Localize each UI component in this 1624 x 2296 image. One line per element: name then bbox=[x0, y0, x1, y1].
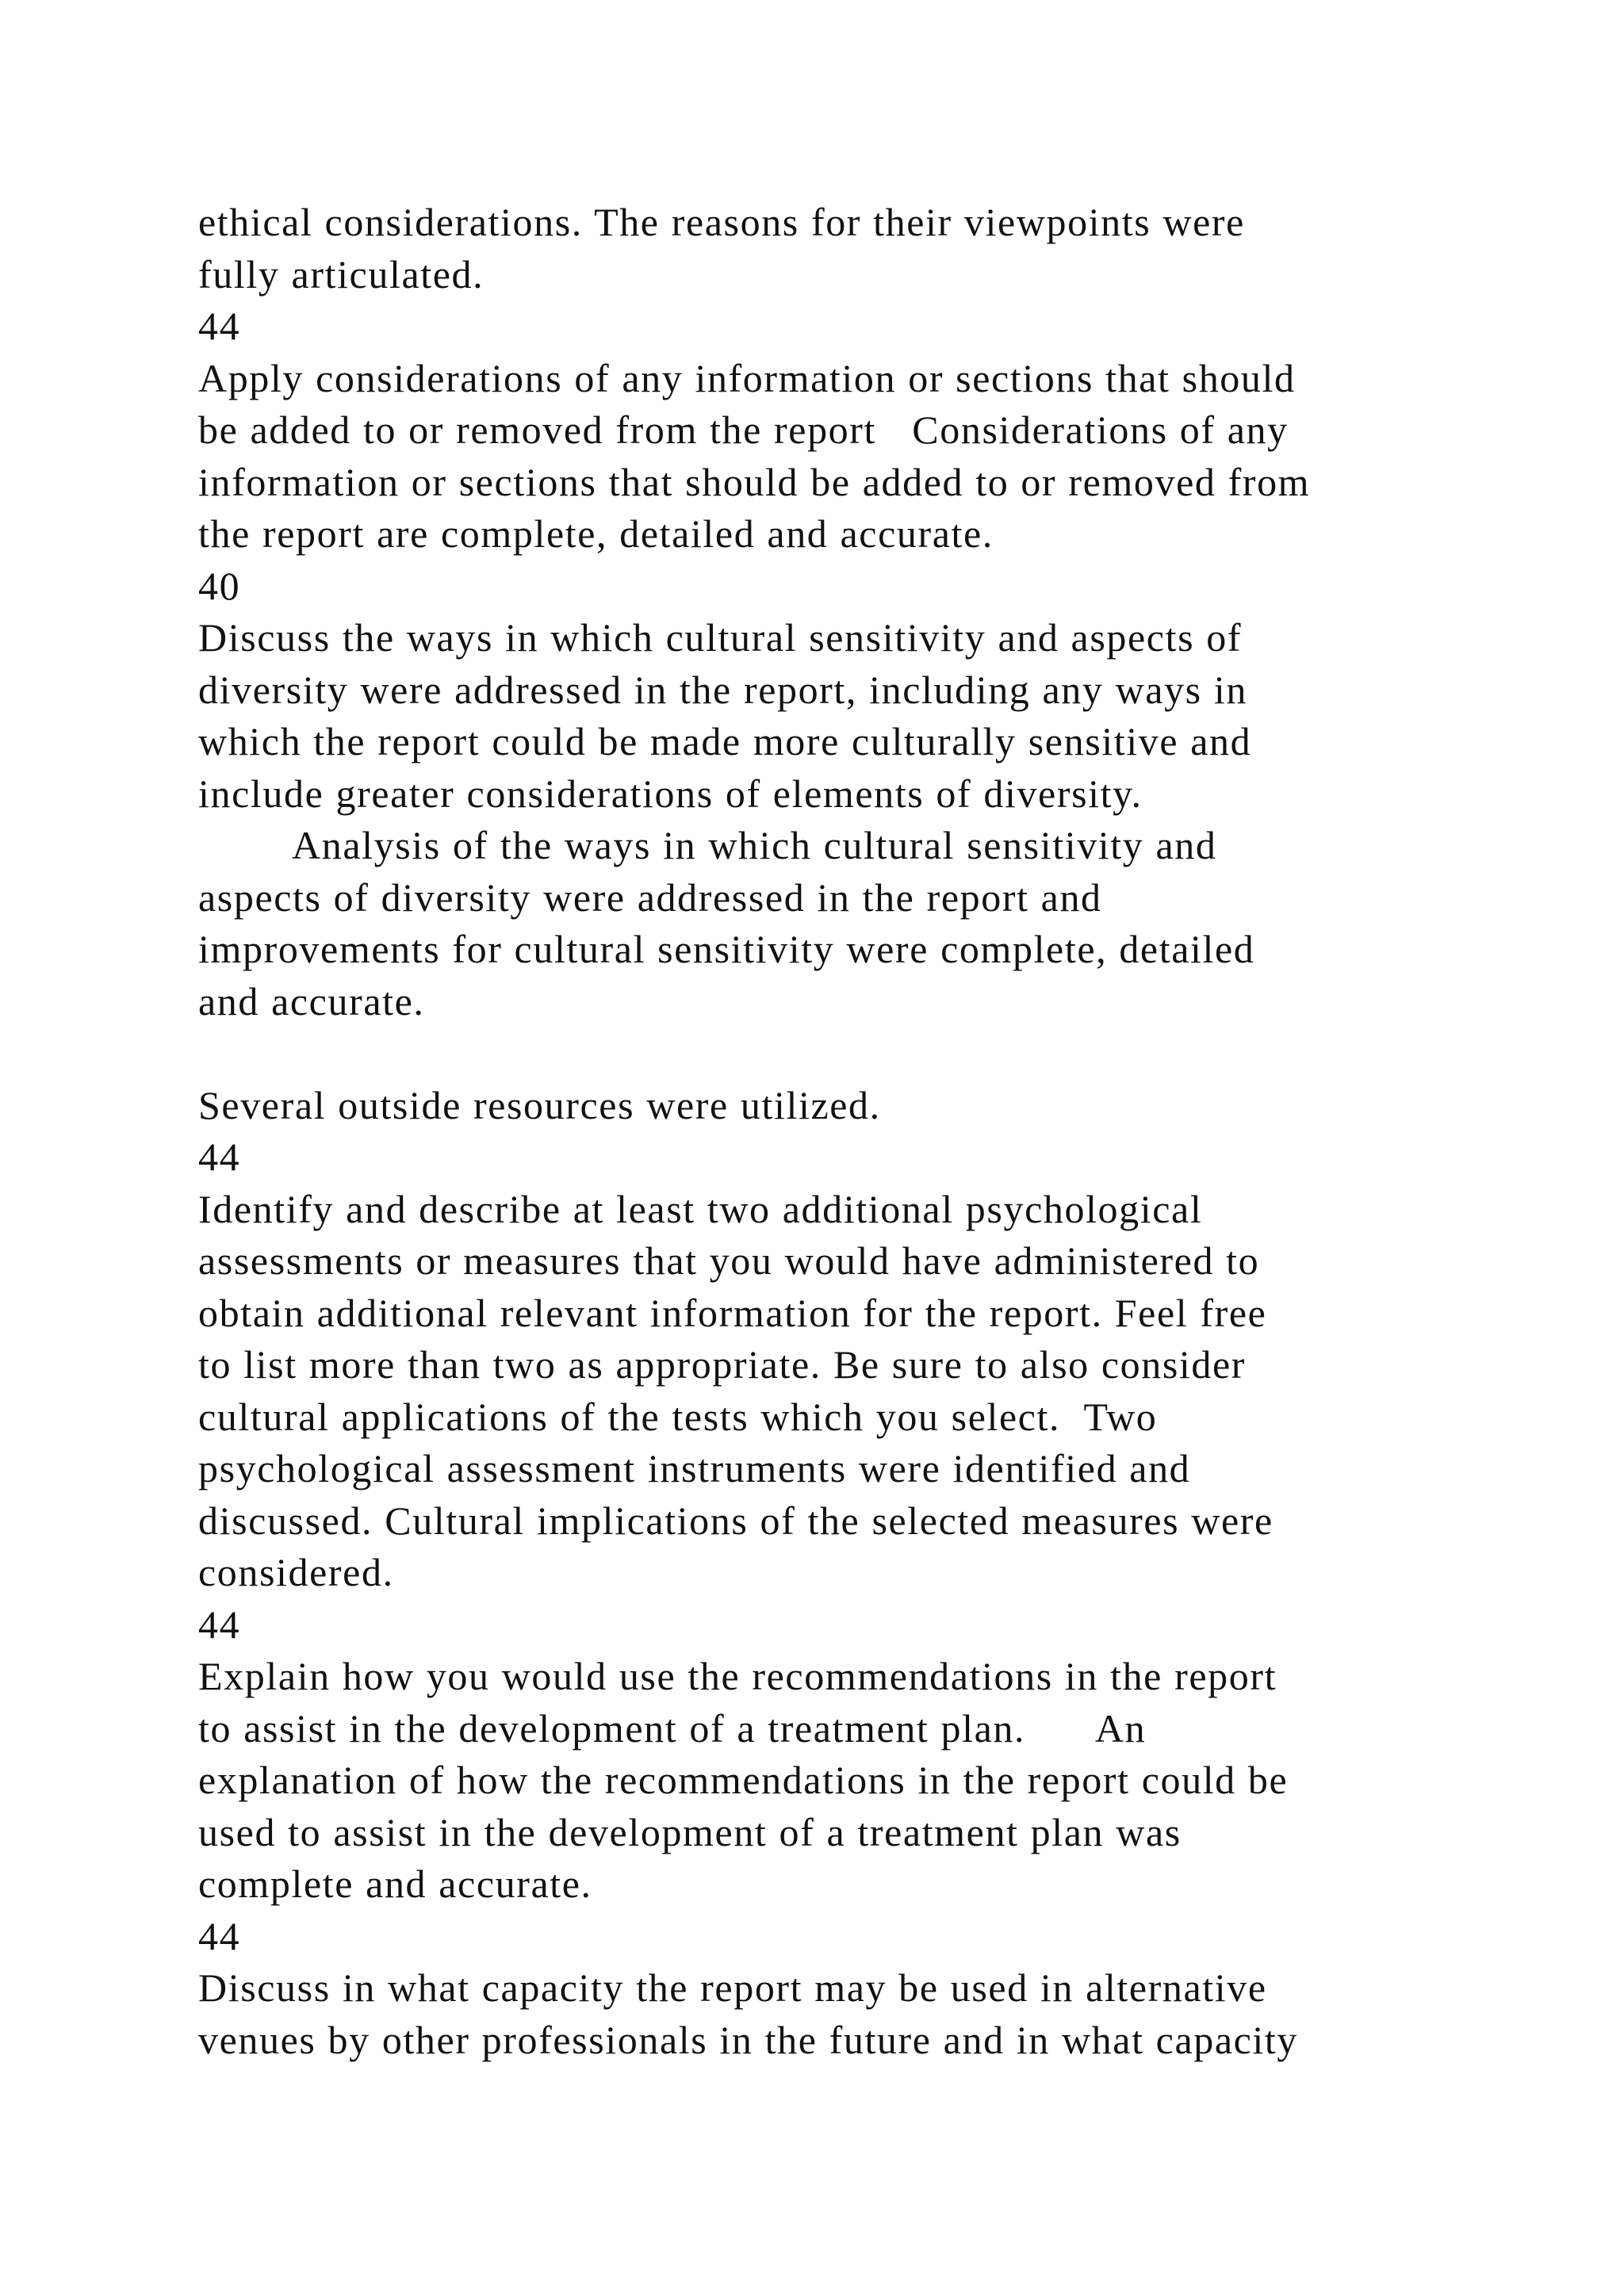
score-value: 40 bbox=[198, 563, 241, 608]
text-line: to assist in the development of a treatment plan. An bbox=[198, 1705, 1147, 1751]
text-line: Several outside resources were utilized. bbox=[198, 1082, 881, 1127]
text-line: be added to or removed from the report Considerations of any bbox=[198, 408, 1289, 452]
text-line: used to assist in the development of a treatment plan was bbox=[198, 1809, 1182, 1854]
text-line: Discuss in what capacity the report may be used in alternative bbox=[198, 1965, 1267, 2010]
text-line: aspects of diversity were addressed in the report and bbox=[198, 874, 1102, 920]
text-line: Explain how you would use the recommendations in the report bbox=[198, 1654, 1277, 1698]
score-value: 44 bbox=[198, 1913, 241, 1958]
text-line: obtain additional relevant information for the report. Feel free bbox=[198, 1290, 1267, 1335]
text-line: Identify and describe at least two additional psychological bbox=[198, 1186, 1203, 1231]
blank-line bbox=[198, 1027, 1546, 1080]
text-line: psychological assessment instruments were identified and bbox=[198, 1446, 1191, 1490]
text-line: venues by other professionals in the future and in what capacity bbox=[198, 2017, 1299, 2062]
text-line: discussed. Cultural implications of the selected measures were bbox=[198, 1498, 1274, 1543]
text-line: information or sections that should be added to or removed from bbox=[198, 459, 1311, 504]
score-value: 44 bbox=[198, 1135, 241, 1179]
text-line: diversity were addressed in the report, including any ways in bbox=[198, 667, 1247, 712]
score-value: 44 bbox=[198, 304, 241, 348]
text-line: to list more than two as appropriate. Be sure to also consider bbox=[198, 1342, 1247, 1387]
text-line: Discuss the ways in which cultural sensitivity and aspects of bbox=[198, 615, 1243, 660]
text-line: explanation of how the recommendations in the report could be bbox=[198, 1758, 1289, 1802]
text-line: improvements for cultural sensitivity were complete, detailed bbox=[198, 927, 1255, 971]
text-line: Apply considerations of any information or sections that should bbox=[198, 355, 1296, 400]
text-line: Analysis of the ways in which cultural sensitivity and bbox=[198, 823, 1217, 867]
text-line: fully articulated. bbox=[198, 251, 485, 297]
text-line: considered. bbox=[198, 1550, 394, 1594]
document-body bbox=[198, 197, 1546, 2066]
text-line: include greater considerations of elements of diversity. bbox=[198, 771, 1143, 816]
text-line: complete and accurate. bbox=[198, 1862, 592, 1906]
text-line: assessments or measures that you would have administered to bbox=[198, 1238, 1260, 1283]
score-value: 44 bbox=[198, 1601, 241, 1647]
text-line: which the report could be made more culturally sensitive and bbox=[198, 719, 1252, 763]
text-line: ethical considerations. The reasons for their viewpoints were bbox=[198, 200, 1245, 244]
text-line: the report are complete, detailed and accurate. bbox=[198, 511, 994, 556]
text-line: cultural applications of the tests which you select. Two bbox=[198, 1394, 1158, 1439]
text-line: and accurate. bbox=[198, 978, 425, 1024]
